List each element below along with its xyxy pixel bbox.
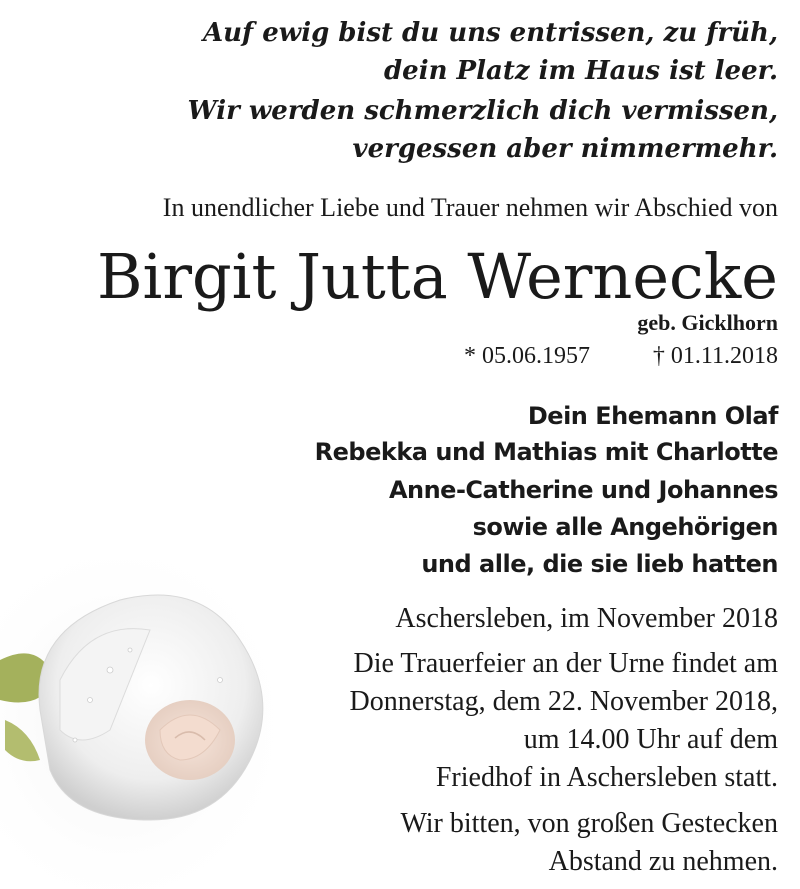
request-line-1: Wir bitten, von großen Gestecken (400, 808, 778, 839)
mourner-2: Rebekka und Mathias mit Charlotte (314, 438, 778, 466)
poem-line-4: vergessen aber nimmermehr. (352, 134, 778, 164)
ceremony-line-3: um 14.00 Uhr auf dem (523, 724, 778, 755)
ceremony-line-2: Donnerstag, dem 22. November 2018, (349, 686, 778, 717)
white-rose-image (0, 560, 300, 889)
deceased-name: Birgit Jutta Wernecke (96, 240, 778, 313)
poem-line-1: Auf ewig bist du uns entrissen, zu früh, (202, 18, 778, 48)
mourner-1: Dein Ehemann Olaf (527, 402, 778, 430)
mourner-4: sowie alle Angehörigen (472, 513, 778, 541)
place-date: Aschersleben, im November 2018 (395, 603, 778, 634)
mourner-5: und alle, die sie lieb hatten (421, 550, 778, 578)
mourner-3: Anne-Catherine und Johannes (388, 476, 778, 504)
death-date: † 01.11.2018 (652, 343, 778, 369)
ceremony-line-4: Friedhof in Aschersleben statt. (435, 762, 778, 793)
ceremony-line-1: Die Trauerfeier an der Urne findet am (353, 648, 778, 679)
poem-line-2: dein Platz im Haus ist leer. (384, 56, 778, 86)
request-line-2: Abstand zu nehmen. (548, 846, 778, 877)
birth-name: geb. Gicklhorn (637, 310, 778, 335)
intro-text: In unendlicher Liebe und Trauer nehmen wir Abschied von (162, 193, 778, 222)
poem-line-3: Wir werden schmerzlich dich vermissen, (187, 96, 778, 126)
birth-date: * 05.06.1957 (464, 343, 590, 369)
